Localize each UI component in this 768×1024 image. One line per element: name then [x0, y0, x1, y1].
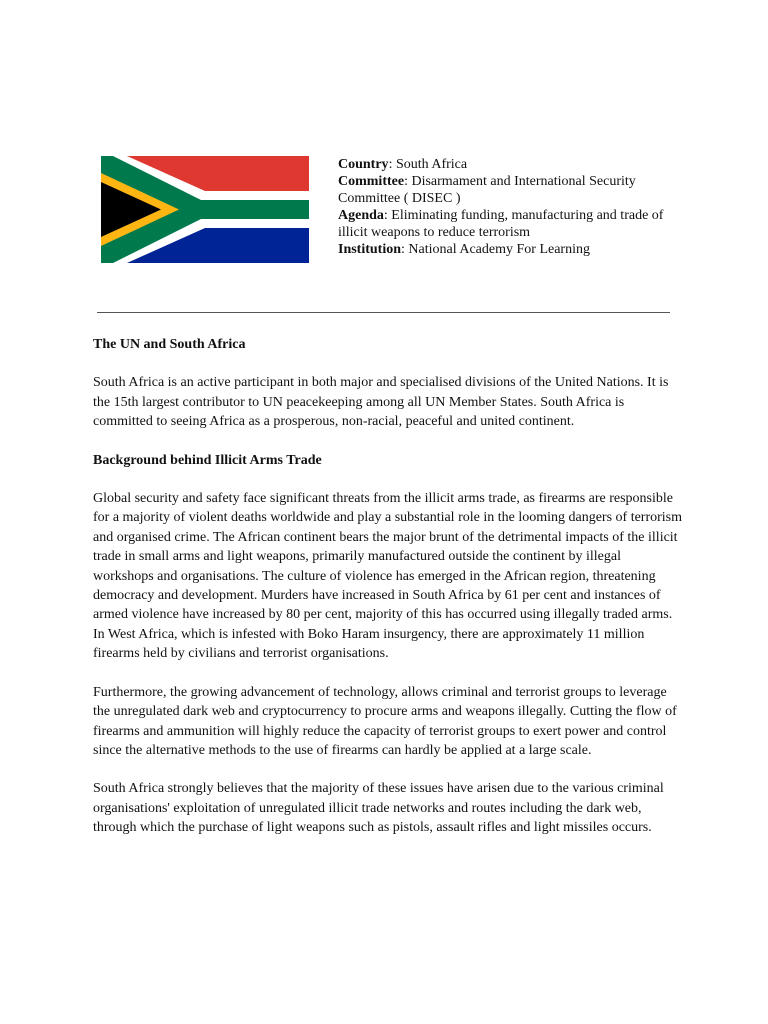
south-africa-flag-icon	[101, 156, 309, 263]
agenda-label: Agenda	[338, 208, 384, 223]
agenda-value: : Eliminating funding, manufacturing and trade of illicit weapons to reduce terrorism	[338, 208, 664, 240]
country-row	[338, 156, 678, 173]
paragraph: Furthermore, the growing advancement of technology, allows criminal and terrorist groups to leverage the unregulated dark web and cryptocurrency to procure arms and weapons illegally. Cutting the flow of firearms and ammunition will highly reduce the capacity of terrorist groups to exert power and control since the alternative methods to the use of firearms can hardly be applied at a large scale.	[93, 684, 677, 758]
committee-label: Committee	[338, 174, 405, 189]
committee-row	[338, 173, 678, 207]
flag-graphic	[101, 156, 309, 263]
country-label: Country	[338, 157, 389, 172]
paragraph: Global security and safety face significant threats from the illicit arms trade, as firearms are responsible for a majority of violent deaths worldwide and play a substantial role in the looming dangers of terrorism and organised crime. The African continent bears the major brunt of the detrimental impacts of the illicit trade in small arms and light weapons, primarily manufactured outside the continent by illegal workshops and organisations. The culture of violence has emerged in the African region, threatening democracy and development. Murders have increased in South Africa by 61 per cent and instances of armed violence have increased by 80 per cent, majority of this has occurred using illegally traded arms. In West Africa, which is infested with Boko Haram insurgency, there are approximately 11 million firearms held by civilians and terrorist organisations.	[93, 491, 683, 662]
document-metadata	[338, 156, 678, 258]
agenda-row	[338, 207, 678, 241]
committee-value: : Disarmament and International Security Committee ( DISEC )	[338, 174, 636, 206]
paragraph: South Africa is an active participant in both major and specialised divisions of the United Nations. It is the 15th largest contributor to UN peacekeeping among all UN Member States. South Africa is committed to seeing Africa as a prosperous, non-racial, peaceful and united continent.	[93, 375, 669, 430]
section-heading-un: The UN and South Africa	[93, 337, 246, 352]
paragraph: South Africa strongly believes that the majority of these issues have arisen due to the various criminal organisations' exploitation of unregulated illicit trade networks and routes including the dark web, through which the purchase of light weapons such as pistols, assault rifles and light missiles occurs.	[93, 781, 664, 836]
institution-row	[338, 241, 678, 258]
section-heading-background: Background behind Illicit Arms Trade	[93, 452, 322, 468]
horizontal-divider	[97, 312, 670, 313]
country-value: : South Africa	[388, 157, 468, 172]
institution-value: : National Academy For Learning	[401, 242, 590, 257]
institution-label: Institution	[338, 242, 402, 257]
document-body	[93, 335, 683, 857]
